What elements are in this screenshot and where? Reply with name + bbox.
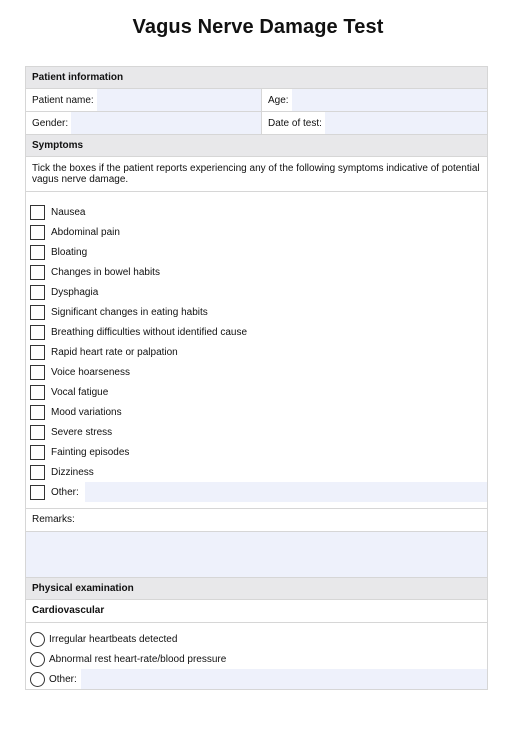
- symptom-item: [26, 382, 487, 402]
- symptom-label: Breathing difficulties without identified cause: [51, 326, 248, 338]
- gender-field[interactable]: [71, 112, 261, 134]
- gender-date-row: [26, 112, 487, 135]
- symptom-item: [26, 462, 487, 482]
- symptom-checkbox[interactable]: [30, 205, 45, 220]
- symptom-checkbox[interactable]: [30, 225, 45, 240]
- symptom-label: Dizziness: [51, 466, 94, 478]
- page-title: Vagus Nerve Damage Test: [132, 16, 384, 38]
- symptom-label: Other:: [51, 486, 79, 498]
- remarks-field[interactable]: [26, 532, 487, 578]
- symptom-label: Abdominal pain: [51, 226, 120, 238]
- test-form: [25, 66, 488, 690]
- symptom-checkbox[interactable]: [30, 425, 45, 440]
- symptom-item: [26, 422, 487, 442]
- cardio-option-label: Irregular heartbeats detected: [49, 633, 178, 645]
- cardio-option: [26, 649, 487, 669]
- symptom-label: Rapid heart rate or palpation: [51, 346, 178, 358]
- symptom-label: Bloating: [51, 246, 88, 258]
- physical-exam-header: Physical examination: [26, 578, 487, 600]
- symptom-item: [26, 322, 487, 342]
- symptom-label: Mood variations: [51, 406, 122, 418]
- cardio-radio[interactable]: [30, 672, 45, 687]
- symptom-checkbox[interactable]: [30, 325, 45, 340]
- cardio-option-label: Abnormal rest heart-rate/blood pressure: [49, 653, 227, 665]
- symptom-item: [26, 262, 487, 282]
- age-label: Age:: [268, 94, 289, 106]
- symptom-item: [26, 302, 487, 322]
- symptom-item: [26, 202, 487, 222]
- symptoms-checklist: [26, 192, 487, 509]
- symptom-item: [26, 242, 487, 262]
- cardio-option: [26, 629, 487, 649]
- symptom-checkbox[interactable]: [30, 265, 45, 280]
- symptom-item: [26, 402, 487, 422]
- symptom-label: Significant changes in eating habits: [51, 306, 208, 318]
- symptom-item-other: [26, 482, 487, 502]
- symptom-checkbox[interactable]: [30, 345, 45, 360]
- age-cell: [262, 89, 487, 111]
- symptom-checkbox[interactable]: [30, 445, 45, 460]
- symptom-label: Vocal fatigue: [51, 386, 109, 398]
- symptom-label: Voice hoarseness: [51, 366, 130, 378]
- symptom-label: Severe stress: [51, 426, 113, 438]
- gender-label: Gender:: [32, 117, 69, 129]
- patient-info-header: Patient information: [26, 67, 487, 89]
- cardio-option-other: [26, 669, 487, 689]
- symptoms-header: Symptoms: [26, 135, 487, 157]
- gender-cell: [26, 112, 262, 134]
- symptom-label: Nausea: [51, 206, 86, 218]
- symptom-item: [26, 282, 487, 302]
- symptom-item: [26, 222, 487, 242]
- patient-name-age-row: [26, 89, 487, 112]
- symptom-item: [26, 342, 487, 362]
- cardio-radio[interactable]: [30, 632, 45, 647]
- symptoms-instruction: Tick the boxes if the patient reports experiencing any of the following symptoms indicative of potential vagus nerve damage.: [26, 157, 487, 192]
- patient-name-field[interactable]: [97, 89, 261, 111]
- cardio-option-label: Other:: [49, 673, 77, 685]
- cardiovascular-options: [26, 623, 487, 690]
- date-label: Date of test:: [268, 117, 322, 129]
- symptom-checkbox[interactable]: [30, 405, 45, 420]
- symptom-checkbox[interactable]: [30, 305, 45, 320]
- symptom-checkbox[interactable]: [30, 485, 45, 500]
- cardio-other-field[interactable]: [81, 669, 487, 689]
- symptom-item: [26, 362, 487, 382]
- symptom-checkbox[interactable]: [30, 245, 45, 260]
- symptom-checkbox[interactable]: [30, 365, 45, 380]
- patient-name-label: Patient name:: [32, 94, 94, 106]
- cardiovascular-header: Cardiovascular: [26, 600, 487, 623]
- symptom-label: Dysphagia: [51, 286, 99, 298]
- cardio-radio[interactable]: [30, 652, 45, 667]
- date-field[interactable]: [325, 112, 487, 134]
- symptom-checkbox[interactable]: [30, 465, 45, 480]
- symptom-label: Fainting episodes: [51, 446, 130, 458]
- remarks-label: Remarks:: [26, 509, 487, 532]
- symptom-item: [26, 442, 487, 462]
- age-field[interactable]: [292, 89, 487, 111]
- symptom-checkbox[interactable]: [30, 285, 45, 300]
- symptom-other-field[interactable]: [85, 482, 487, 502]
- patient-name-cell: [26, 89, 262, 111]
- symptom-checkbox[interactable]: [30, 385, 45, 400]
- date-cell: [262, 112, 487, 134]
- symptom-label: Changes in bowel habits: [51, 266, 160, 278]
